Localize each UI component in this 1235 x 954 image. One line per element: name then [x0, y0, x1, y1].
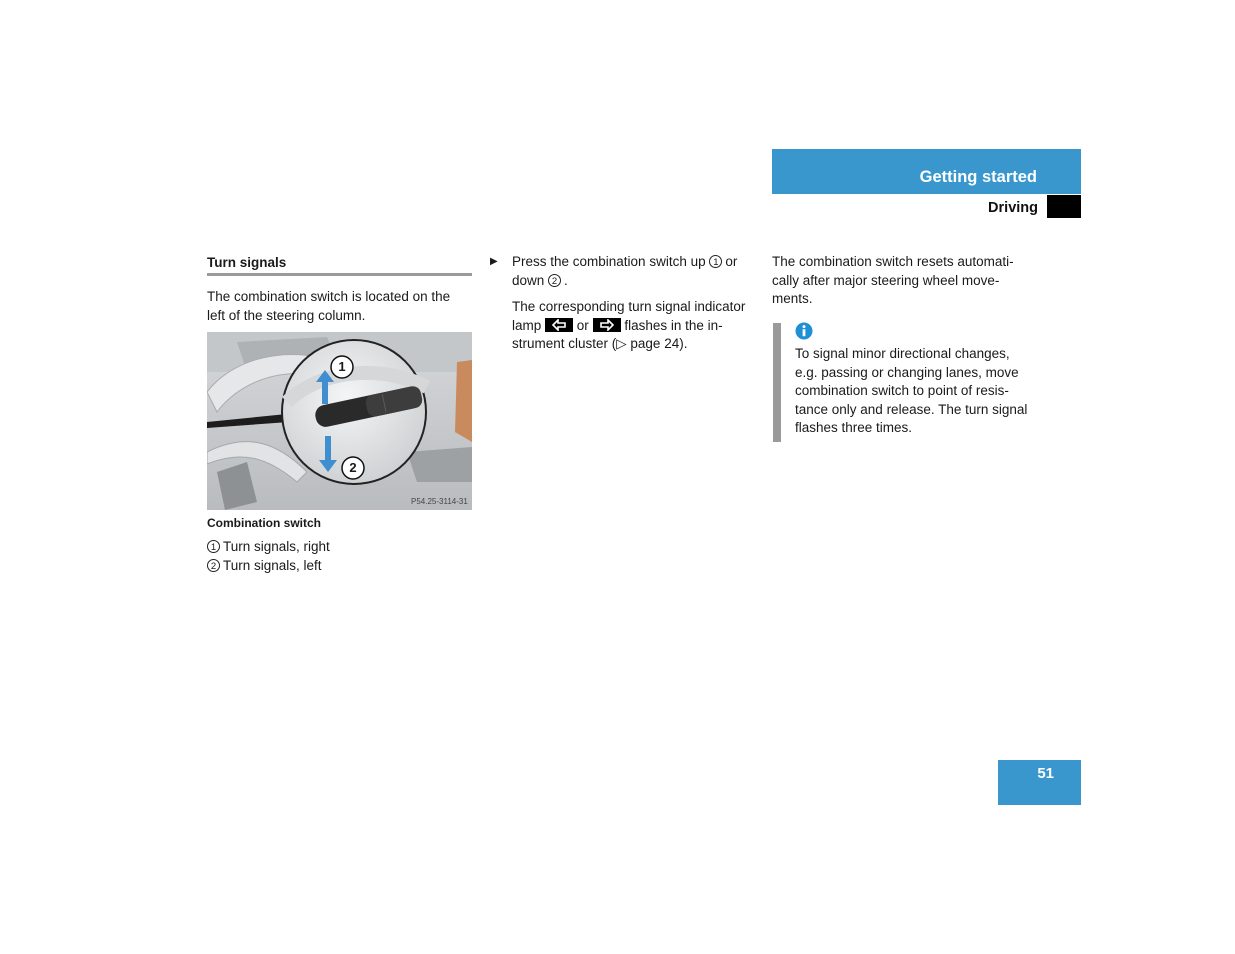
reset-note	[772, 253, 1042, 309]
combination-switch-figure	[207, 332, 472, 510]
callout-number: 2	[548, 274, 561, 287]
intro-line-1: The combination switch is located on the	[207, 289, 451, 304]
instruction-step	[512, 253, 762, 290]
note-line: The combination switch resets automati-	[772, 254, 1014, 269]
heading-rule	[207, 273, 472, 276]
left-turn-indicator-icon	[545, 318, 573, 332]
step-text: or	[725, 254, 738, 269]
section-title: Driving	[988, 200, 1038, 216]
page-number: 51	[1037, 765, 1054, 782]
result-line: The corresponding turn signal indicator	[512, 299, 746, 314]
right-turn-indicator-icon	[593, 318, 621, 332]
topic-heading: Turn signals	[207, 255, 287, 270]
instruction-result	[512, 298, 762, 354]
figure-caption: Combination switch	[207, 516, 321, 530]
info-text	[795, 345, 1055, 438]
legend-item	[207, 538, 477, 557]
result-line: strument cluster (▷ page 24).	[512, 336, 688, 351]
result-text: flashes in the in-	[624, 317, 723, 333]
intro-line-2: left of the steering column.	[207, 307, 366, 323]
info-line: To signal minor directional changes,	[795, 346, 1010, 361]
note-line: cally after major steering wheel move-	[772, 272, 1000, 288]
note-line: ments.	[772, 291, 813, 306]
section-marker	[1047, 195, 1081, 218]
result-text: or	[576, 317, 589, 333]
legend-text: Turn signals, left	[223, 557, 322, 573]
step-text: Press the combination switch up	[512, 254, 706, 269]
callout-number: 1	[207, 540, 220, 553]
step-arrow-icon: ▶	[490, 256, 498, 267]
info-line: e.g. passing or changing lanes, move	[795, 364, 1019, 380]
figure-marker-1: 1	[338, 359, 346, 374]
info-line: tance only and release. The turn signal	[795, 401, 1028, 417]
info-line: flashes three times.	[795, 420, 913, 435]
figure-marker-2: 2	[349, 460, 357, 475]
result-text: lamp	[512, 317, 542, 333]
legend-text: Turn signals, right	[223, 539, 330, 554]
info-line: combination switch to point of resis-	[795, 383, 1009, 398]
callout-number: 1	[709, 255, 722, 268]
info-icon	[795, 322, 813, 340]
legend-item	[207, 557, 477, 576]
figure-legend	[207, 538, 477, 575]
step-text: down	[512, 272, 545, 288]
info-box-bar	[773, 323, 781, 442]
callout-number: 2	[207, 559, 220, 572]
step-text: .	[564, 272, 568, 288]
figure-code: P54.25-3114-31	[411, 497, 468, 506]
chapter-title: Getting started	[919, 168, 1037, 186]
intro-text	[207, 288, 477, 325]
